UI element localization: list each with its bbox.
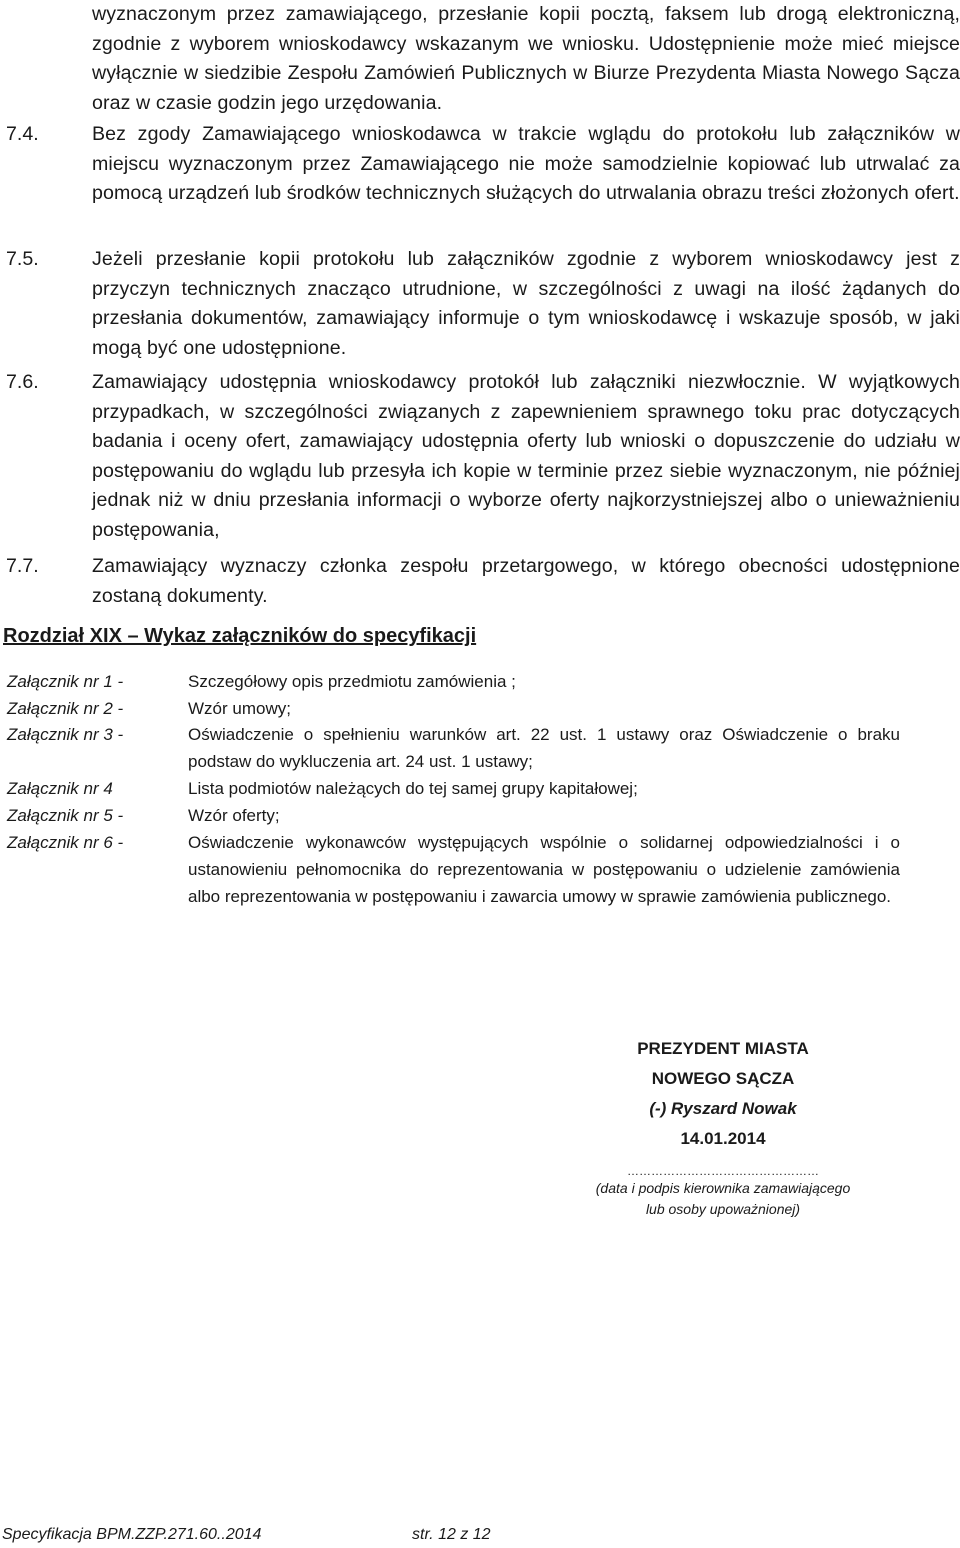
attachment-label: Załącznik nr 2 - (7, 699, 124, 718)
attachment-description: Oświadczenie wykonawców występujących wspólnie o solidarnej odpowiedzialności i o ustanowieniu pełnomocnika do reprezentowania w postępowaniu o udzielenie zamówienia albo reprezentowania w postępowaniu i zawarcia umowy w sprawie zamówienia publicznego. (188, 833, 900, 906)
signature-date: 14.01.2014 (680, 1129, 766, 1148)
item-number-7-7: 7.7. (6, 555, 39, 577)
item-text-7-7: Zamawiający wyznaczy członka zespołu przetargowego, w którego obecności udostępnione zostaną dokumenty. (92, 555, 960, 607)
footer-page-number: str. 12 z 12 (412, 1526, 491, 1543)
item-text-7-4: Bez zgody Zamawiającego wnioskodawca w trakcie wglądu do protokołu lub załączników w miejscu wyznaczonym przez Zamawiającego nie może samodzielnie kopiować lub utrwalać za pomocą urządzeń lub środków technicznych służących do utrwalania obrazu treści złożonych ofert. (92, 123, 960, 204)
signature-block (560, 1034, 886, 1220)
footer-spec: Specyfikacja BPM.ZZP.271.60..2014 (2, 1526, 262, 1543)
attachment-label: Załącznik nr 1 - (7, 672, 124, 691)
attachment-description: Oświadczenie o spełnieniu warunków art. 22 ust. 1 ustawy oraz Oświadczenie o braku podstaw do wykluczenia art. 24 ust. 1 ustawy; (188, 725, 900, 771)
signature-note-line2: lub osoby upoważnionej) (645, 1201, 801, 1217)
signature-title-line2: NOWEGO SĄCZA (651, 1069, 795, 1088)
attachment-description: Szczegółowy opis przedmiotu zamówienia ; (188, 672, 516, 691)
attachment-label: Załącznik nr 4 (7, 779, 113, 798)
attachment-label: Załącznik nr 3 - (7, 725, 124, 744)
item-number-7-4: 7.4. (6, 123, 39, 145)
signature-title-line1: PREZYDENT MIASTA (637, 1039, 809, 1058)
attachment-description: Wzór oferty; (188, 806, 280, 825)
signature-name: (-) Ryszard Nowak (649, 1099, 797, 1118)
section-heading: Rozdział XIX – Wykaz załączników do specyfikacji (3, 625, 477, 647)
signature-note-line1: (data i podpis kierownika zamawiającego (595, 1180, 851, 1196)
item-text-7-6: Zamawiający udostępnia wnioskodawcy protokół lub załączniki niezwłocznie. W wyjątkowych przypadkach, w szczególności związanych z zapewnieniem sprawnego toku prac dotyczących badania i oceny ofert, zamawiający udostępnia oferty lub wnioski o dopuszczenie do udziału w postępowaniu do wglądu lub przesyła ich kopie w terminie przez siebie wyznaczonym, nie później jednak niż w dniu przesłania informacji o wyborze oferty najkorzystniejszej albo o unieważnieniu postępowania, (92, 371, 960, 541)
continuation-paragraph: wyznaczonym przez zamawiającego, przesłanie kopii pocztą, faksem lub drogą elektroniczną, zgodnie z wyborem wnioskodawcy wskazanym we wniosku. Udostępnienie może mieć miejsce wyłącznie w siedzibie Zespołu Zamówień Publicznych w Biurze Prezydenta Miasta Nowego Sącza oraz w czasie godzin jego urzędowania. (92, 3, 960, 114)
attachment-label: Załącznik nr 5 - (7, 806, 124, 825)
attachment-description: Wzór umowy; (188, 699, 291, 718)
item-text-7-5: Jeżeli przesłanie kopii protokołu lub załączników zgodnie z wyborem wnioskodawcy jest z przyczyn technicznych znacząco utrudnione, w szczególności z uwagi na ilość żądanych do przesłania dokumentów, zamawiający informuje o tym wnioskodawcę i wskazuje sposób, w jaki mogą być one udostępnione. (92, 248, 960, 359)
item-number-7-6: 7.6. (6, 371, 39, 393)
attachment-description: Lista podmiotów należących do tej samej grupy kapitałowej; (188, 779, 638, 798)
signature-dots: ………………………………………… (627, 1164, 819, 1178)
attachment-label: Załącznik nr 6 - (7, 833, 124, 852)
item-number-7-5: 7.5. (6, 248, 39, 270)
